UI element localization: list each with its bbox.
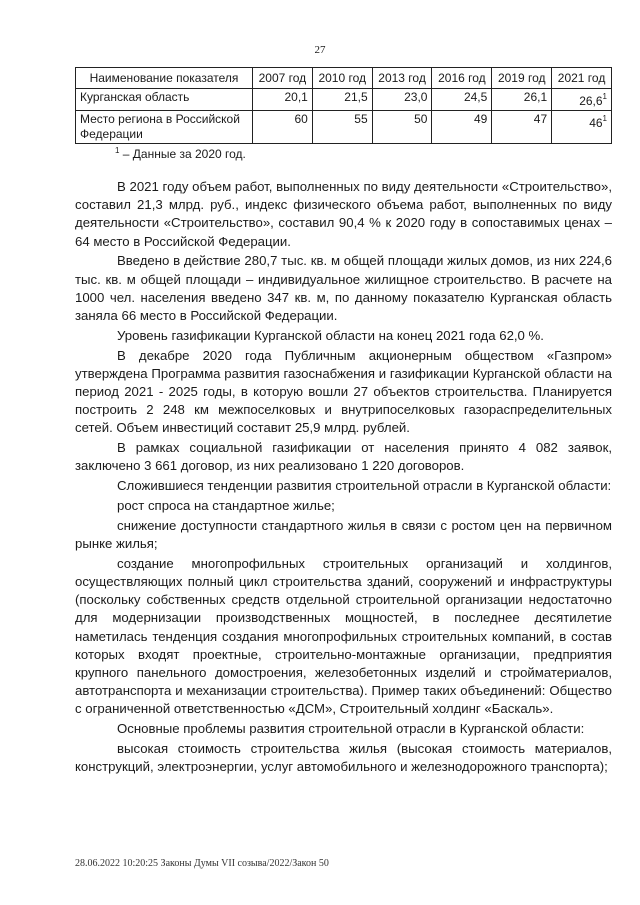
table-cell: 21,5 (312, 89, 372, 111)
paragraph: В 2021 году объем работ, выполненных по виду деятельности «Строительство», составил 21,3 млрд. руб., индекс физического объема работ, выполненных по виду деятельности «Строительство», составил 90,4 % к 2020 году в сопоставимых ценах – 64 место в Российской Федерации. (75, 179, 612, 249)
column-header: 2010 год (312, 68, 372, 89)
list-item: снижение доступности стандартного жилья в связи с ростом цен на первичном рынке жилья; (75, 517, 612, 552)
table-header-row (76, 68, 612, 89)
paragraph: В рамках социальной газификации от населения принято 4 082 заявок, заключено 3 661 договор, из них реализовано 1 220 договоров. (75, 440, 612, 474)
paragraph: Введено в действие 280,7 тыс. кв. м общей площади жилых домов, из них 224,6 тыс. кв. м общей площади – индивидуальное жилищное строительство. В расчете на 1000 чел. населения введено 347 кв. м, по данному показателю Курганская область заняла 66 место в Российской Федерации. (75, 253, 612, 324)
paragraph: Сложившиеся тенденции развития строительной отрасли в Курганской области: (117, 478, 612, 494)
table-cell (552, 111, 612, 144)
footnote-text: – Данные за 2020 год. (119, 147, 246, 161)
statistics-table (75, 67, 612, 144)
column-header: Наименование показателя (76, 68, 253, 89)
table-footnote (115, 146, 246, 161)
table-cell: 26,1 (492, 89, 552, 111)
paragraph: Уровень газификации Курганской области на конец 2021 года 62,0 %. (117, 327, 544, 343)
cell-value: 46 (589, 116, 603, 130)
document-footer: 28.06.2022 10:20:25 Законы Думы VII созыва/2022/Закон 50 (75, 858, 329, 869)
footnote-mark: 1 (115, 146, 120, 155)
document-body (75, 178, 612, 778)
list-item: высокая стоимость строительства жилья (высокая стоимость материалов, конструкций, электроэнергии, услуг автомобильного и железнодорожного транспорта); (75, 741, 612, 775)
row-label: Курганская область (76, 89, 253, 111)
column-header: 2013 год (372, 68, 432, 89)
table-cell: 23,0 (372, 89, 432, 111)
cell-value: 26,6 (579, 94, 603, 108)
table-row (76, 89, 612, 111)
column-header: 2021 год (552, 68, 612, 89)
footnote-mark: 1 (602, 92, 607, 101)
list-item: создание многопрофильных строительных организаций и холдингов, осуществляющих полный цикл строительства зданий, сооружений и инфраструктуры (поскольку собственных средств отдельной строительной организации недостаточно для модернизации производственных мощностей, в последнее десятилетие наметилась тенденция создания многопрофильных строительных компаний, в состав которых входят проектные, строительно-монтажные организации, предприятия крупного панельного домостроения, железобетонных изделий и стройматериалов, автотранспорта и механизации строительства). Пример таких объединений: Общество с ограниченной ответственностью «ДСМ», Строительный холдинг «Баскаль». (75, 555, 612, 717)
paragraph: Основные проблемы развития строительной отрасли в Курганской области: (117, 721, 585, 737)
column-header: 2019 год (492, 68, 552, 89)
table-cell: 55 (312, 111, 372, 144)
table-cell: 24,5 (432, 89, 492, 111)
column-header: 2016 год (432, 68, 492, 89)
table-cell: 20,1 (253, 89, 313, 111)
list-item: рост спроса на стандартное жилье; (117, 498, 335, 514)
table-cell (552, 89, 612, 111)
table-cell: 49 (432, 111, 492, 144)
table-cell: 47 (492, 111, 552, 144)
table-cell: 50 (372, 111, 432, 144)
table-cell: 60 (253, 111, 313, 144)
row-label: Место региона в Российской Федерации (76, 111, 253, 144)
page-number: 27 (314, 44, 326, 56)
paragraph: В декабре 2020 года Публичным акционерным обществом «Газпром» утверждена Программа развития газоснабжения и газификации Курганской области на период 2021 - 2025 годы, в которую вошли 27 объектов строительства. Планируется построить 2 248 км межпоселковых и внутрипоселковых газораспределительных сетей. Объем инвестиций составит 25,9 млрд. рублей. (75, 347, 612, 436)
column-header: 2007 год (253, 68, 313, 89)
table-row (76, 111, 612, 144)
footnote-mark: 1 (602, 114, 607, 123)
